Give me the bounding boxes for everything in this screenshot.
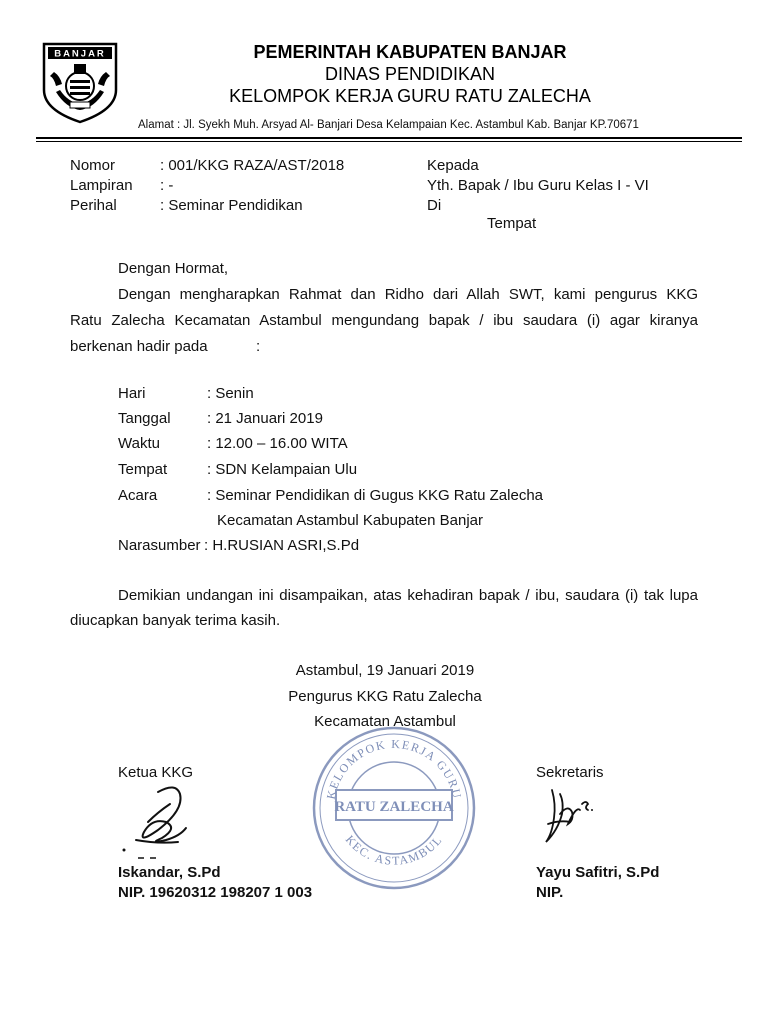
tanggal-value: : 21 Januari 2019 (207, 410, 323, 427)
recipient-tempat: Tempat (487, 215, 537, 232)
nomor-label: Nomor (70, 157, 116, 174)
lampiran-label: Lampiran (70, 177, 133, 194)
place-date: Astambul, 19 Januari 2019 (295, 662, 475, 679)
letterhead-organization: KELOMPOK KERJA GURU RATU ZALECHA (229, 86, 591, 106)
right-signatory-name: Yayu Safitri, S.Pd (536, 864, 660, 881)
stamp-bottom-text: KEC. ASTAMBUL (342, 832, 446, 868)
narasumber-value: : H.RUSIAN ASRI,S.Pd (204, 537, 360, 554)
paragraph1-line1: Dengan mengharapkan Rahmat dan Ridho dari Allah SWT, kami pengurus KKG (118, 286, 698, 303)
organization-stamp (310, 724, 478, 892)
salutation: Dengan Hormat, (118, 260, 229, 277)
organization-line1: Pengurus KKG Ratu Zalecha (288, 688, 482, 705)
tempat-label: Tempat (118, 461, 168, 478)
hari-label: Hari (118, 385, 146, 402)
lampiran-value: : - (160, 177, 174, 194)
nomor-value: : 001/KKG RAZA/AST/2018 (160, 157, 345, 174)
logo-label: BANJAR (54, 48, 106, 60)
letterhead-government: PEMERINTAH KABUPATEN BANJAR (253, 42, 567, 62)
organization-line2: Kecamatan Astambul (314, 713, 456, 730)
paragraph2-line2: diucapkan banyak terima kasih. (70, 612, 281, 629)
left-signatory-name: Iskandar, S.Pd (118, 864, 221, 881)
hari-value: : Senin (207, 385, 254, 402)
left-signatory-role: Ketua KKG (118, 764, 194, 781)
sekretaris-signature (540, 784, 600, 854)
letterhead-address: Alamat : Jl. Syekh Muh. Arsyad Al- Banjari Desa Kelampaian Kec. Astambul Kab. Banjar KP.70671 (138, 119, 639, 131)
header-rule-thick (36, 137, 742, 139)
tanggal-label: Tanggal (118, 410, 171, 427)
letterhead-department: DINAS PENDIDIKAN (324, 64, 496, 84)
right-signatory-nip: NIP. (536, 884, 564, 901)
acara-value: : Seminar Pendidikan di Gugus KKG Ratu Zalecha (207, 487, 544, 504)
perihal-value: : Seminar Pendidikan (160, 197, 303, 214)
recipient-di: Di (427, 197, 442, 214)
tempat-value: : SDN Kelampaian Ulu (207, 461, 358, 478)
paragraph1-line3: berkenan hadir pada (70, 338, 208, 355)
paragraph1-line2: Ratu Zalecha Kecamatan Astambul mengundang bapak / ibu saudara (i) agar kiranya (70, 312, 698, 329)
recipient-kepada: Kepada (427, 157, 479, 174)
waktu-value: : 12.00 – 16.00 WITA (207, 435, 348, 452)
recipient-yth: Yth. Bapak / Ibu Guru Kelas I - VI (427, 177, 649, 194)
paragraph2-line1: Demikian undangan ini disampaikan, atas kehadiran bapak / ibu, saudara (i) tak lupa (118, 587, 698, 604)
narasumber-label: Narasumber (118, 537, 201, 554)
paragraph1-colon: : (256, 338, 261, 355)
kabupaten-banjar-logo (40, 40, 120, 124)
waktu-label: Waktu (118, 435, 160, 452)
acara-label: Acara (118, 487, 158, 504)
right-signatory-role: Sekretaris (536, 764, 604, 781)
perihal-label: Perihal (70, 197, 117, 214)
acara-value-continued: Kecamatan Astambul Kabupaten Banjar (217, 512, 484, 529)
left-signatory-nip: NIP. 19620312 198207 1 003 (118, 884, 313, 901)
stamp-top-text: KELOMPOK KERJA GURU (323, 736, 465, 801)
header-rule-thin (36, 141, 742, 142)
stamp-center-text: RATU ZALECHA (334, 799, 454, 815)
ketua-signature (118, 782, 198, 862)
